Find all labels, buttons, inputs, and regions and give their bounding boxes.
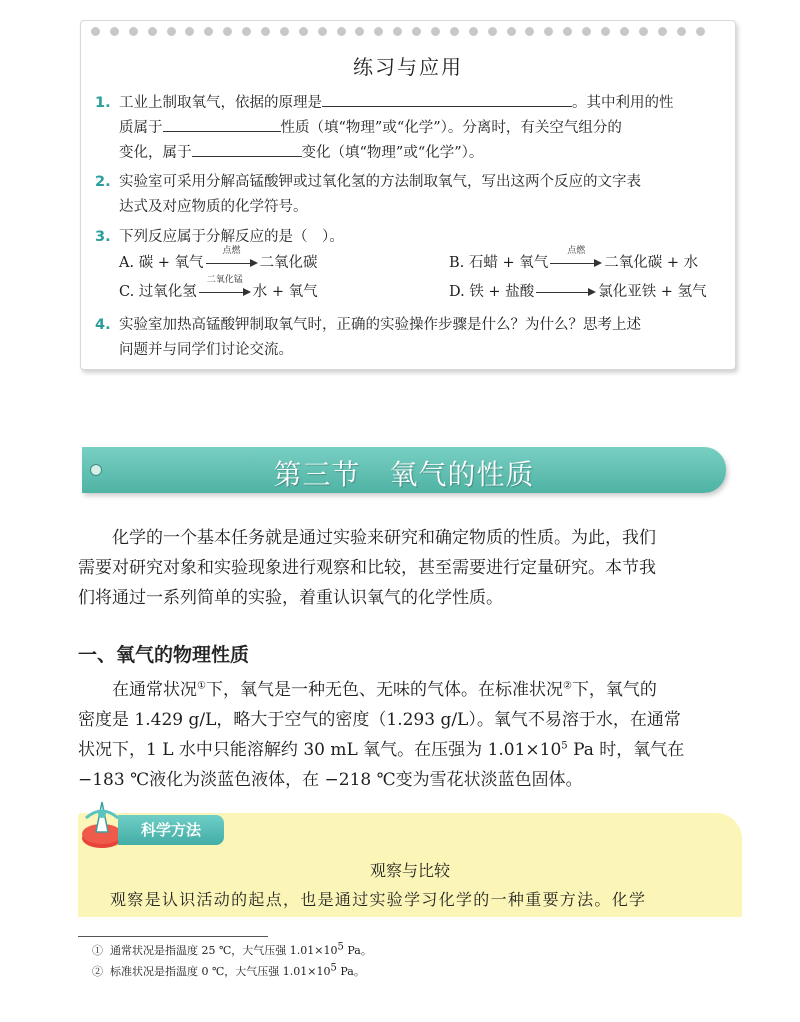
question-1: 1. 工业上制取氧气，依据的原理是 。其中利用的性 质属于 性质（填“物理”或“化学”）。分离时，有关空气组分的 变化，属于 变化（填“物理”或“化学”）。 [95,91,725,166]
method-subtitle: 观察与比较 [369,861,450,880]
binder-rings [91,27,714,37]
science-method-tab: 科学方法 [118,815,224,845]
answer-blank[interactable] [163,117,281,132]
footnote-ref[interactable]: ② [562,680,572,692]
footnote-2: ② 标准状况是指温度 0 ℃，大气压强 $1.01\times 10^5$ Pa。 [92,962,365,978]
section-banner [82,447,726,493]
subsection-heading: 一、氧气的物理性质 [78,644,250,666]
footnote-1: ① 通常状况是指温度 25 ℃，大气压强 $1.01\times 10^5$ Pa。 [92,941,372,957]
exercise-card [80,20,736,370]
option-c: C. 过氧化氢 二氧化锰 水 + 氧气 [119,275,318,300]
footnote-divider [78,936,268,937]
exercise-title: 练习与应用 [353,55,463,79]
question-2: 2. 实验室可采用分解高锰酸钾或过氧化氢的方法制取氧气，写出这两个反应的文字表 达式及对应物质的化学符号。 [95,174,641,215]
question-3: 3. 下列反应属于分解反应的是（ ）。 [95,229,344,245]
option-b: B. 石蜡 + 氧气 点燃 二氧化碳 + 水 [449,246,699,271]
reaction-arrow: 二氧化锰 [199,284,251,300]
method-text: 观察是认识活动的起点，也是通过实验学习化学的一种重要方法。化学 [110,890,647,909]
footnote-ref[interactable]: ① [197,680,206,692]
reaction-arrow [536,284,596,300]
option-d: D. 铁 + 盐酸 氯化亚铁 + 氢气 [449,284,707,300]
section-title: 第三节 氧气的性质 [273,458,535,491]
option-a: A. 碳 + 氧气 点燃 二氧化碳 [119,246,318,271]
reaction-arrow: 点燃 [550,255,602,271]
question-number: 1. [95,95,111,111]
physical-properties-paragraph: 在通常状况①下，氧气是一种无色、无味的气体。在标准状况②下，氧气的 密度是 1.429 g/L，略大于空气的密度（1.293 g/L）。氧气不易溶于水，在通常 状况下，1 L 水中只能溶解约 30 mL 氧气。在压强为 $1.01\times 10^5$ Pa 时，氧气在 −183 ℃液化为淡蓝色液体，在 −218 ℃变为雪花状淡蓝色固体。 [78,680,685,790]
answer-blank[interactable] [322,92,572,107]
intro-paragraph: 化学的一个基本任务就是通过实验来研究和确定物质的性质。为此，我们 需要对研究对象和实验现象进行观察和比较，甚至需要进行定量研究。本节我 们将通过一系列简单的实验，着重认识氧气的化学性质。 [78,528,656,608]
answer-blank[interactable] [192,142,302,157]
reaction-arrow: 点燃 [206,255,258,271]
question-4: 4. 实验室加热高锰酸钾制取氧气时，正确的实验操作步骤是什么？为什么？思考上述 问题并与同学们讨论交流。 [95,317,641,358]
